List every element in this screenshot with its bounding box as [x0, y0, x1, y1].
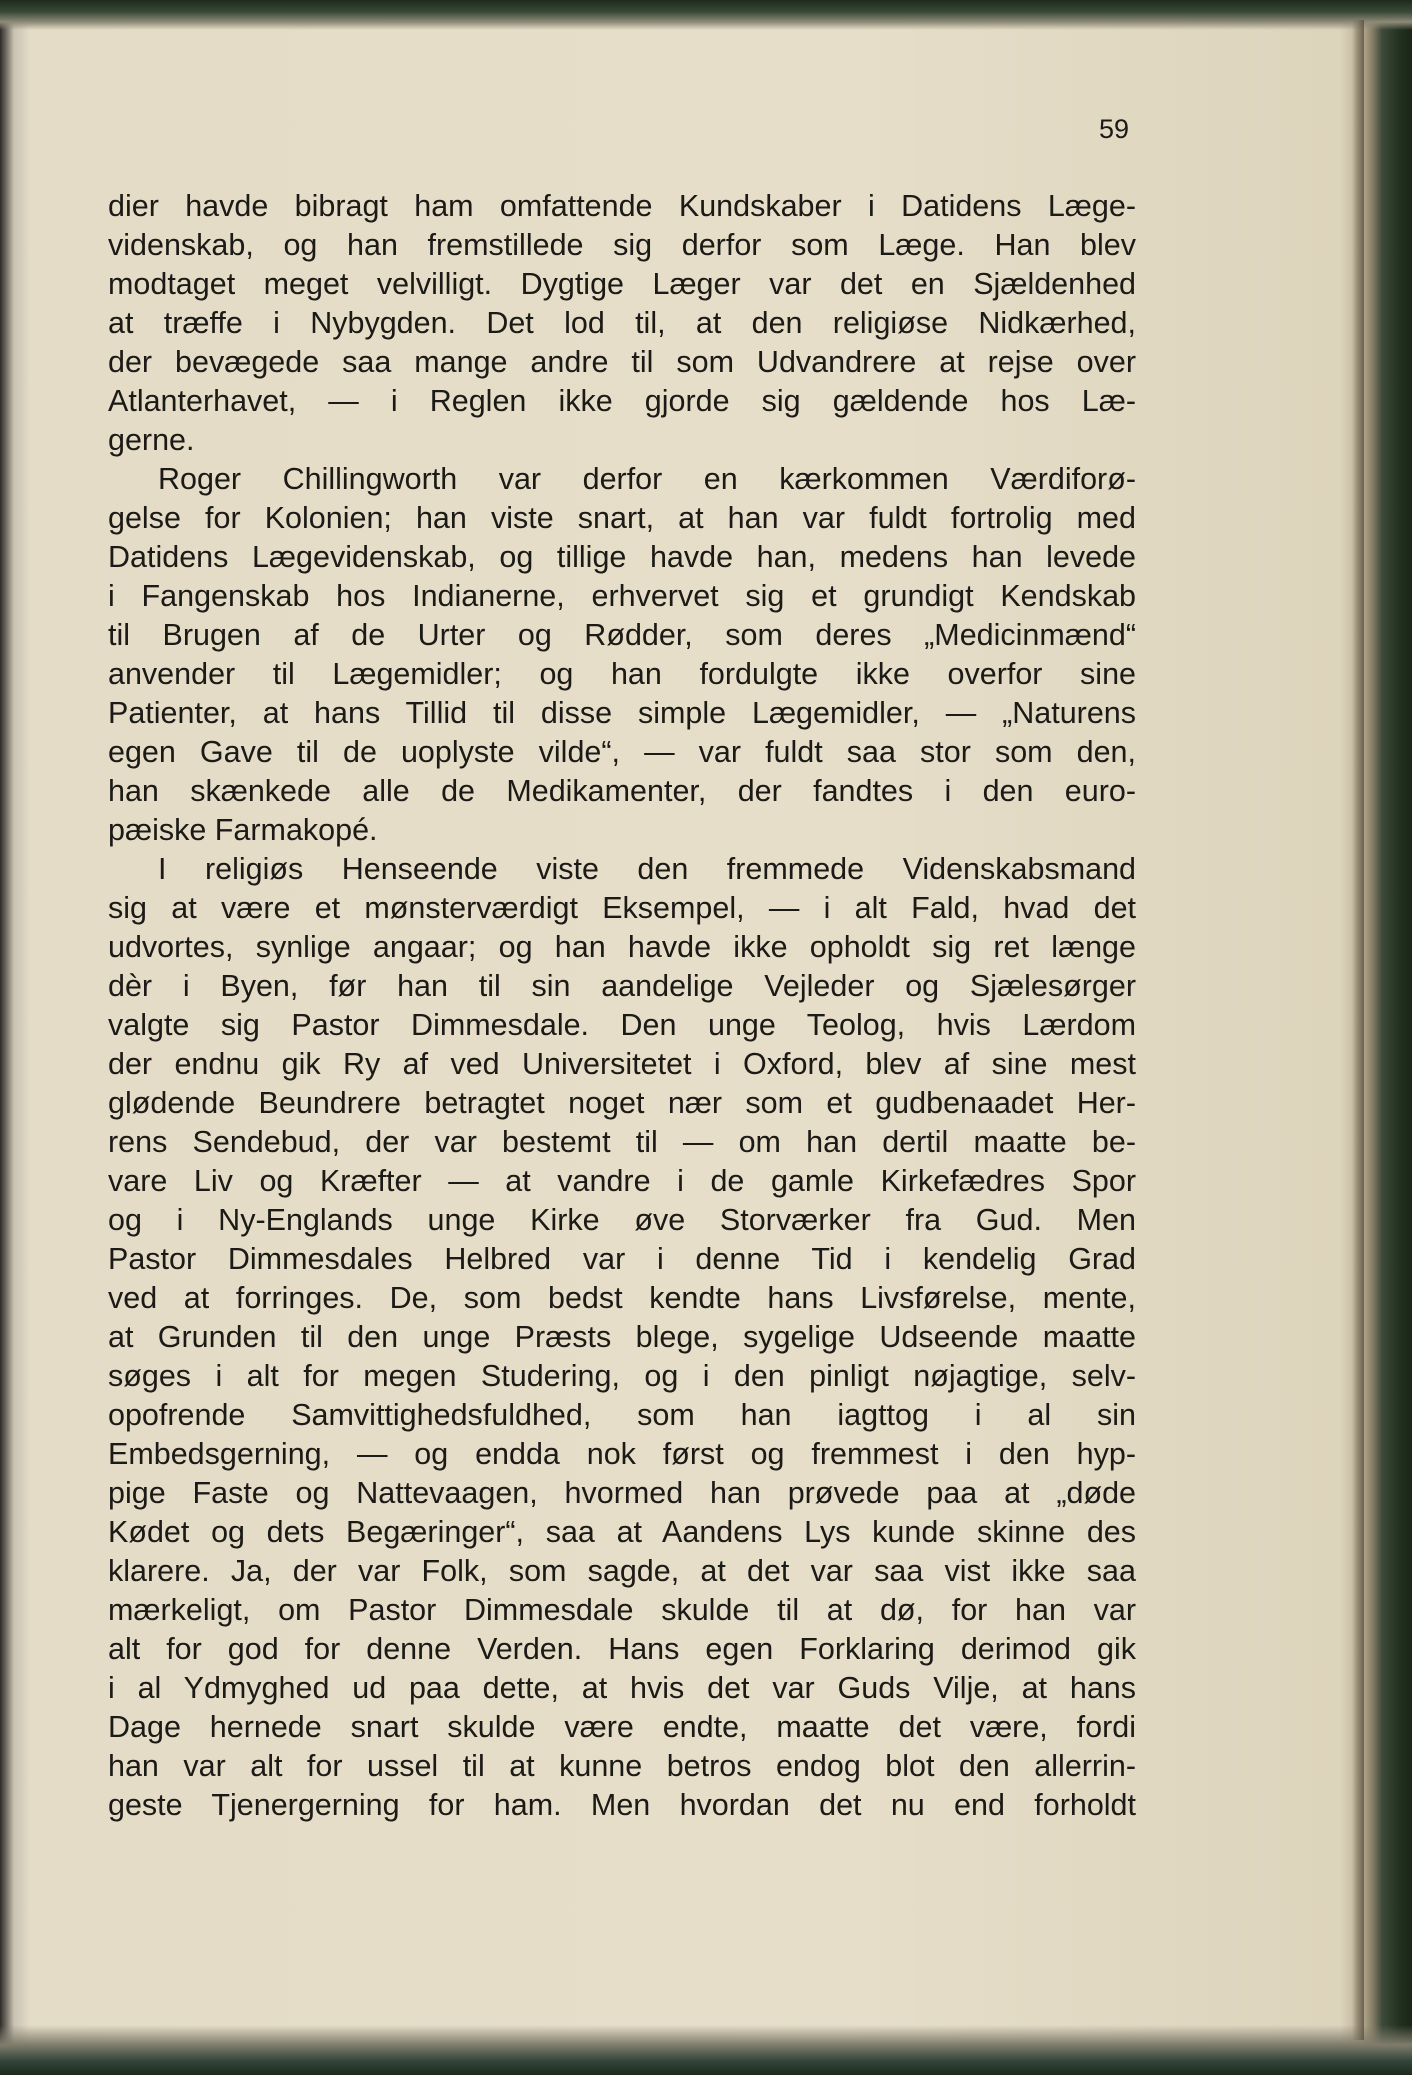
text-line: der endnu gik Ry af ved Universitetet i Oxford, blev af sine mest — [108, 1047, 1136, 1081]
text-line: søges i alt for megen Studering, og i den pinligt nøjagtige, selv- — [108, 1359, 1136, 1393]
text-line: geste Tjenergerning for ham. Men hvordan det nu end forholdt — [108, 1788, 1136, 1822]
text-line: opofrende Samvittighedsfuldhed, som han iagttog i al sin — [108, 1398, 1136, 1432]
text-line: dèr i Byen, før han til sin aandelige Vejleder og Sjælesørger — [108, 969, 1136, 1003]
text-line: sig at være et mønsterværdigt Eksempel, — i alt Fald, hvad det — [108, 891, 1136, 925]
text-line: i al Ydmyghed ud paa dette, at hvis det var Guds Vilje, at hans — [108, 1671, 1136, 1705]
text-line: glødende Beundrere betragtet noget nær som et gudbenaadet Her- — [108, 1086, 1136, 1120]
text-line: vare Liv og Kræfter — at vandre i de gamle Kirkefædres Spor — [108, 1164, 1136, 1198]
text-line: ved at forringes. De, som bedst kendte hans Livsførelse, mente, — [108, 1281, 1136, 1315]
text-line: Kødet og dets Begæringer“, saa at Aandens Lys kunde skinne des — [108, 1515, 1136, 1549]
text-line: alt for god for denne Verden. Hans egen Forklaring derimod gik — [108, 1632, 1136, 1666]
text-line: til Brugen af de Urter og Rødder, som deres „Medicinmænd“ — [108, 618, 1136, 652]
page-number: 59 — [1098, 114, 1129, 144]
text-line: valgte sig Pastor Dimmesdale. Den unge Teolog, hvis Lærdom — [108, 1008, 1136, 1042]
text-line: dier havde bibragt ham omfattende Kundskaber i Datidens Læge- — [108, 189, 1136, 223]
text-line: pæiske Farmakopé. — [108, 813, 378, 847]
text-line: Datidens Lægevidenskab, og tillige havde han, medens han levede — [108, 540, 1136, 574]
text-line: Roger Chillingworth var derfor en kærkommen Værdiforø- — [158, 462, 1136, 496]
text-line: og i Ny-Englands unge Kirke øve Storværker fra Gud. Men — [108, 1203, 1136, 1237]
text-line: at Grunden til den unge Præsts blege, sygelige Udseende maatte — [108, 1320, 1136, 1354]
text-line: pige Faste og Nattevaagen, hvormed han prøvede paa at „døde — [108, 1476, 1136, 1510]
text-line: anvender til Lægemidler; og han fordulgte ikke overfor sine — [108, 657, 1136, 691]
text-line: udvortes, synlige angaar; og han havde ikke opholdt sig ret længe — [108, 930, 1136, 964]
text-line: Embedsgerning, — og endda nok først og fremmest i den hyp- — [108, 1437, 1136, 1471]
text-line: videnskab, og han fremstillede sig derfor som Læge. Han blev — [108, 228, 1136, 262]
text-line: gelse for Kolonien; han viste snart, at han var fuldt fortrolig med — [108, 501, 1136, 535]
text-line: Pastor Dimmesdales Helbred var i denne Tid i kendelig Grad — [108, 1242, 1136, 1276]
text-line: der bevægede saa mange andre til som Udvandrere at rejse over — [108, 345, 1136, 379]
text-line: rens Sendebud, der var bestemt til — om han dertil maatte be- — [108, 1125, 1136, 1159]
text-line: egen Gave til de uoplyste vilde“, — var fuldt saa stor som den, — [108, 735, 1136, 769]
text-line: han skænkede alle de Medikamenter, der fandtes i den euro- — [108, 774, 1136, 808]
text-line: Dage hernede snart skulde være endte, maatte det være, fordi — [108, 1710, 1136, 1744]
text-line: I religiøs Henseende viste den fremmede Videnskabsmand — [158, 852, 1136, 886]
text-line: mærkeligt, om Pastor Dimmesdale skulde til at dø, for han var — [108, 1593, 1136, 1627]
text-line: klarere. Ja, der var Folk, som sagde, at det var saa vist ikke saa — [108, 1554, 1136, 1588]
text-line: gerne. — [108, 423, 195, 457]
text-line: modtaget meget velvilligt. Dygtige Læger var det en Sjældenhed — [108, 267, 1136, 301]
text-line: han var alt for ussel til at kunne betros endog blot den allerrin- — [108, 1749, 1136, 1783]
body-text — [108, 187, 1136, 1825]
text-line: Patienter, at hans Tillid til disse simple Lægemidler, — „Naturens — [108, 696, 1136, 730]
text-line: at træffe i Nybygden. Det lod til, at den religiøse Nidkærhed, — [108, 306, 1136, 340]
text-line: Atlanterhavet, — i Reglen ikke gjorde sig gældende hos Læ- — [108, 384, 1136, 418]
text-line: i Fangenskab hos Indianerne, erhvervet sig et grundigt Kendskab — [108, 579, 1136, 613]
